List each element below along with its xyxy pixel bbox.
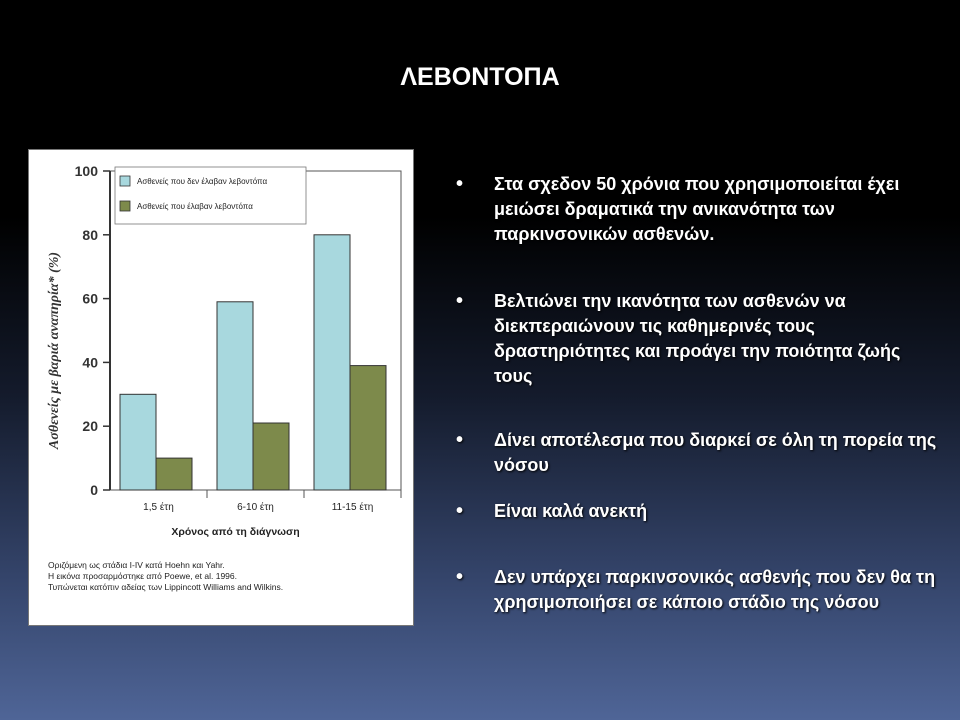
slide-title: ΛΕΒΟΝΤΟΠΑ (400, 63, 560, 91)
chart-figure (28, 149, 414, 626)
chart-caption (48, 560, 408, 593)
y-axis-label: Ασθενείς με βαριά αναπηρία* (%) (47, 251, 62, 450)
bar-chart (29, 150, 415, 560)
x-axis-label: Χρόνος από τη διάγνωση (171, 526, 300, 538)
caption-line: Τυπώνεται κατόπιν αδείας των Lippincott Williams and Wilkins. (48, 582, 284, 592)
y-tick-label: 60 (82, 290, 98, 307)
y-tick-label: 40 (82, 354, 98, 371)
bar (120, 394, 156, 490)
x-tick-label: 11-15 έτη (331, 502, 374, 513)
bullet-item: • Δεν υπάρχει παρκινσονικός ασθενής που δεν θα τη χρησιμοποιήσει σε κάποιο στάδιο της νόσου (450, 565, 942, 615)
bullet-item: • Στα σχεδον 50 χρόνια που χρησιμοποιείται έχει μειώσει δραματικά την ανικανότητα των παρκινσονικών ασθενών. (450, 172, 942, 247)
legend-swatch (120, 176, 130, 186)
y-tick-label: 80 (82, 226, 98, 243)
legend-label: Ασθενείς που έλαβαν λεβοντόπα (137, 202, 253, 211)
bar (156, 458, 192, 490)
bar (350, 366, 386, 490)
legend-swatch (120, 201, 130, 211)
x-tick-label: 6-10 έτη (237, 502, 274, 513)
bullet-item: • Δίνει αποτέλεσμα που διαρκεί σε όλη τη πορεία της νόσου (450, 428, 942, 478)
y-tick-label: 0 (90, 482, 98, 498)
y-tick-label: 20 (82, 418, 98, 435)
bullet-item: • Βελτιώνει την ικανότητα των ασθενών να διεκπεραιώνουν τις καθημερινές τους δραστηριότητες και προάγει την ποιότητα ζωής τους (450, 289, 942, 389)
legend (115, 167, 306, 224)
caption-line: Η εικόνα προσαρμόστηκε από Poewe, et al. 1996. (48, 571, 237, 581)
bar (314, 235, 350, 490)
x-tick-label: 1,5 έτη (143, 502, 174, 513)
bullet-item: • Είναι καλά ανεκτή (450, 499, 942, 524)
bar (217, 302, 253, 490)
legend-label: Ασθενείς που δεν έλαβαν λεβοντόπα (137, 177, 268, 186)
y-tick-label: 100 (74, 163, 98, 179)
bar (253, 423, 289, 490)
caption-line: Οριζόμενη ως στάδια I-IV κατά Hoehn και Yahr. (48, 560, 225, 570)
